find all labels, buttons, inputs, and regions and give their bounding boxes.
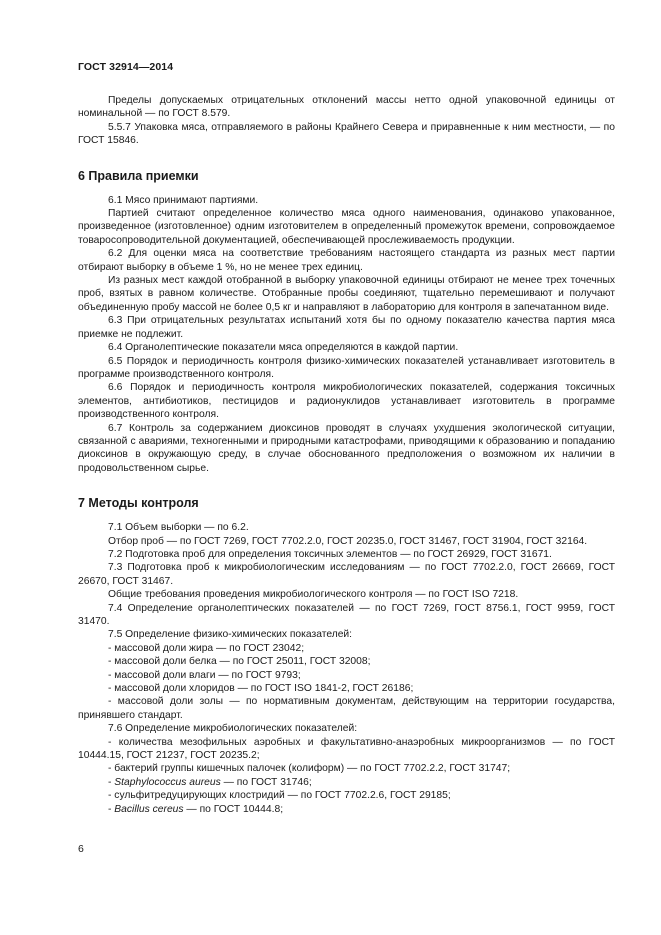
page-content [78, 94, 615, 816]
list-item [78, 776, 615, 789]
paragraph: 6.3 При отрицательных результатах испытаний хотя бы по одному показателю качества партия мяса приемке не подлежит. [78, 315, 615, 340]
list-item: - массовой доли золы — по нормативным документам, действующим на территории государства, принявшего стандарт. [78, 696, 615, 721]
list-item-text: — по ГОСТ 10444.8; [183, 803, 284, 815]
section-6-heading: 6 Правила приемки [78, 168, 199, 183]
list-dash: - [108, 776, 115, 788]
paragraph: Общие требования проведения микробиологического контроля — по ГОСТ ISO 7218. [108, 589, 519, 601]
paragraph: 7.6 Определение микробиологических показателей: [108, 723, 358, 735]
paragraph: 6.5 Порядок и периодичность контроля физико-химических показателей устанавливает изготовитель в программе производственного контроля. [78, 355, 615, 380]
list-item: - количества мезофильных аэробных и факультативно-анаэробных микроорганизмов — по ГОСТ 10444.15, ГОСТ 21237, ГОСТ 20235.2; [78, 736, 615, 762]
list-item [78, 803, 615, 816]
paragraph: Пределы допускаемых отрицательных отклонений массы нетто одной упаковочной единицы от номинальной — по ГОСТ 8.579. [78, 95, 615, 120]
paragraph: 6.2 Для оценки мяса на соответствие требованиям настоящего стандарта из разных мест партии отбирают выборку в объеме 1 %, но не менее трех единиц. [78, 248, 615, 273]
paragraph: Из разных мест каждой отобранной в выборку упаковочной единицы отбирают не менее трех точечных проб, взятых в равном количестве. Отобранные пробы соединяют, тщательно перемешивают и получают объединенную пробу массой не более 0,5 кг и направляют в лабораторию для контроля в запечатанном виде. [78, 275, 615, 313]
paragraph: 6.7 Контроль за содержанием диоксинов проводят в случаях ухудшения экологической ситуации, связанной с авариями, техногенными и природными катастрофами, приводящими к образованию и попаданию диоксинов в окружающую среду, в случае обоснованного предположения о возможном их наличии в продовольственном сырье. [78, 422, 615, 474]
organism-name: Bacillus cereus [114, 803, 184, 815]
page-number: 6 [78, 843, 84, 855]
standard-header: ГОСТ 32914—2014 [78, 61, 174, 73]
list-item: - сульфитредуцирующих клостридий — по ГОСТ 7702.2.6, ГОСТ 29185; [108, 790, 451, 802]
paragraph: 7.4 Определение органолептических показателей — по ГОСТ 7269, ГОСТ 8756.1, ГОСТ 9959, ГОСТ 31470. [78, 602, 615, 627]
paragraph: 6.4 Органолептические показатели мяса определяются в каждой партии. [108, 342, 459, 354]
paragraph: 5.5.7 Упаковка мяса, отправляемого в районы Крайнего Севера и приравненные к ним местности, — по ГОСТ 15846. [78, 121, 615, 147]
list-item: - бактерий группы кишечных палочек (колиформ) — по ГОСТ 7702.2.2, ГОСТ 31747; [108, 763, 511, 775]
list-item: - массовой доли жира — по ГОСТ 23042; [108, 642, 305, 654]
organism-name: Staphylococcus aureus [114, 776, 221, 788]
paragraph: 7.1 Объем выборки — по 6.2. [108, 522, 249, 534]
paragraph: 6.6 Порядок и периодичность контроля микробиологических показателей, содержания токсичных элементов, антибиотиков, пестицидов и радионуклидов устанавливает изготовитель в программе производственного контроля. [78, 382, 615, 421]
list-item: - массовой доли хлоридов — по ГОСТ ISO 1841-2, ГОСТ 26186; [108, 683, 414, 695]
paragraph: 7.3 Подготовка проб к микробиологическим исследованиям — по ГОСТ 7702.2.0, ГОСТ 26669, ГОСТ 26670, ГОСТ 31467. [78, 562, 615, 587]
section-7-heading: 7 Методы контроля [78, 496, 199, 511]
list-item-text: — по ГОСТ 31746; [220, 776, 312, 788]
paragraph: 7.2 Подготовка проб для определения токсичных элементов — по ГОСТ 26929, ГОСТ 31671. [108, 548, 552, 560]
list-dash: - [108, 803, 115, 815]
paragraph: Партией считают определенное количество мяса одного наименования, одинаково упакованное, произведенное (изготовленное) одним изготовителем в определенный промежуток времени, сопровождаемое товаросопроводительной документацией, обеспечивающей прослеживаемость продукции. [78, 208, 615, 246]
paragraph: 6.1 Мясо принимают партиями. [108, 194, 259, 206]
paragraph: Отбор проб — по ГОСТ 7269, ГОСТ 7702.2.0, ГОСТ 20235.0, ГОСТ 31467, ГОСТ 31904, ГОСТ 32164. [108, 535, 588, 547]
list-item: - массовой доли белка — по ГОСТ 25011, ГОСТ 32008; [108, 656, 371, 668]
list-item: - массовой доли влаги — по ГОСТ 9793; [108, 669, 301, 681]
paragraph: 7.5 Определение физико-химических показателей: [108, 629, 353, 641]
